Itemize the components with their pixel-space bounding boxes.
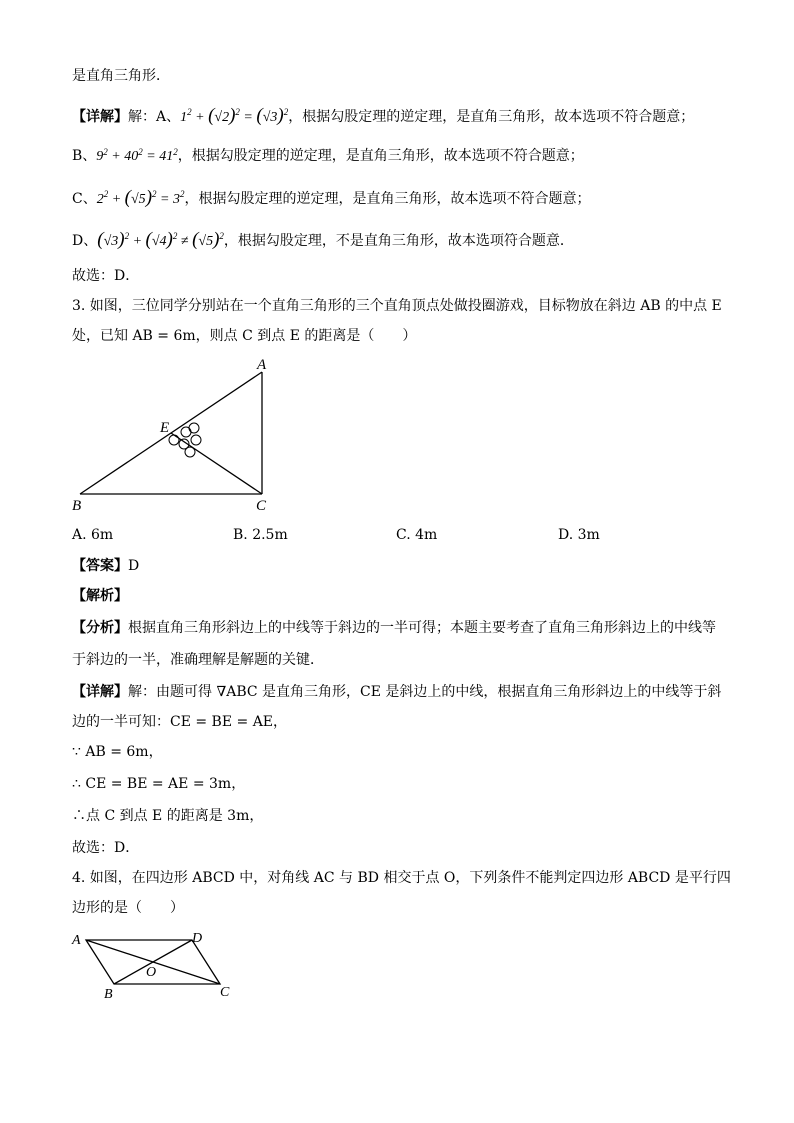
option-d-prefix: D、 bbox=[72, 233, 98, 249]
detail-tag: 【详解】 bbox=[72, 109, 128, 125]
formula-d: $(√3)^2 + (√4)^2 \ne (√5)^2$ bbox=[97, 229, 224, 250]
option-a-prefix: 解：A、 bbox=[128, 109, 181, 125]
fenxi-line1 bbox=[72, 618, 716, 638]
q3-label-e: E bbox=[160, 420, 170, 436]
solution-a bbox=[72, 106, 694, 128]
option-b-text: ，根据勾股定理的逆定理，是直角三角形，故本选项不符合题意； bbox=[177, 148, 584, 164]
option-b-prefix: B、 bbox=[72, 148, 97, 164]
formula-a: $1^2 + (√2)^2 = (√3)^2$ bbox=[180, 105, 289, 126]
answer-tag: 【答案】 bbox=[72, 558, 128, 574]
step-therefore-2: ∴点 C 到点 E 的距离是 3m， bbox=[72, 808, 264, 824]
solution-d bbox=[72, 230, 574, 252]
q3-option-d: D. 3m bbox=[558, 527, 600, 543]
answer-value: D bbox=[128, 558, 140, 574]
q3-answer bbox=[72, 556, 139, 576]
q4-label-b: B bbox=[104, 987, 113, 1002]
xiangjie-line2: 边的一半可知：CE = BE = AE， bbox=[72, 714, 288, 730]
xiangjie-text1: 解：由题可得 ∇ABC 是直角三角形，CE 是斜边上的中线，根据直角三角形斜边上的中线等于斜 bbox=[128, 684, 722, 700]
q3-label-c: C bbox=[256, 498, 267, 514]
q4-label-c: C bbox=[220, 985, 230, 1000]
step-therefore-1: ∴ CE = BE = AE = 3m， bbox=[72, 776, 246, 792]
fenxi-tag: 【分析】 bbox=[72, 620, 128, 636]
step-choose: 故选：D． bbox=[72, 840, 140, 856]
analysis-tag: 【解析】 bbox=[72, 588, 128, 604]
xiangjie-line1 bbox=[72, 682, 721, 702]
q4-parallelogram-figure bbox=[66, 926, 246, 1006]
q4-label-o: O bbox=[146, 965, 157, 980]
q3-label-b: B bbox=[72, 498, 82, 514]
q3-stem-line1: 3. 如图，三位同学分别站在一个直角三角形的三个直角顶点处做投圈游戏，目标物放在斜边 AB 的中点 E bbox=[72, 298, 722, 314]
step-because: ∵ AB = 6m， bbox=[72, 744, 163, 760]
q4-stem-line2: 边形的是（ ） bbox=[72, 900, 184, 916]
solution-b bbox=[72, 146, 584, 167]
formula-b: $9^2 + 40^2 = 41^2$ bbox=[96, 147, 178, 164]
solution-c bbox=[72, 188, 590, 210]
option-d-text: ，根据勾股定理，不是直角三角形，故本选项符合题意． bbox=[223, 233, 574, 249]
fenxi-text1: 根据直角三角形斜边上的中线等于斜边的一半可得；本题主要考查了直角三角形斜边上的中线等 bbox=[128, 620, 716, 636]
q3-option-c: C. 4m bbox=[396, 527, 438, 543]
q4-label-d: D bbox=[192, 931, 203, 946]
fenxi-line2: 于斜边的一半，准确理解是解题的关键． bbox=[72, 652, 324, 668]
option-c-prefix: C、 bbox=[72, 191, 97, 207]
q3-right-triangle-figure bbox=[66, 352, 286, 518]
q4-label-a: A bbox=[72, 933, 81, 948]
q3-option-b: B. 2.5m bbox=[233, 527, 288, 543]
formula-c: $2^2 + (√5)^2 = 3^2$ bbox=[96, 187, 185, 208]
q3-option-a: A. 6m bbox=[72, 527, 114, 543]
q3-stem-line2: 处，已知 AB = 6m，则点 C 到点 E 的距离是（ ） bbox=[72, 328, 417, 344]
option-a-text: ，根据勾股定理的逆定理，是直角三角形，故本选项不符合题意； bbox=[288, 109, 695, 125]
option-c-text: ，根据勾股定理的逆定理，是直角三角形，故本选项不符合题意； bbox=[184, 191, 591, 207]
q3-label-a: A bbox=[257, 357, 267, 373]
q4-stem-line1: 4. 如图，在四边形 ABCD 中，对角线 AC 与 BD 相交于点 O，下列条件不能判定四边形 ABCD 是平行四 bbox=[72, 870, 731, 886]
xiangjie-tag: 【详解】 bbox=[72, 684, 128, 700]
choose-line: 故选：D． bbox=[72, 268, 140, 284]
text-line: 是直角三角形． bbox=[72, 68, 170, 84]
